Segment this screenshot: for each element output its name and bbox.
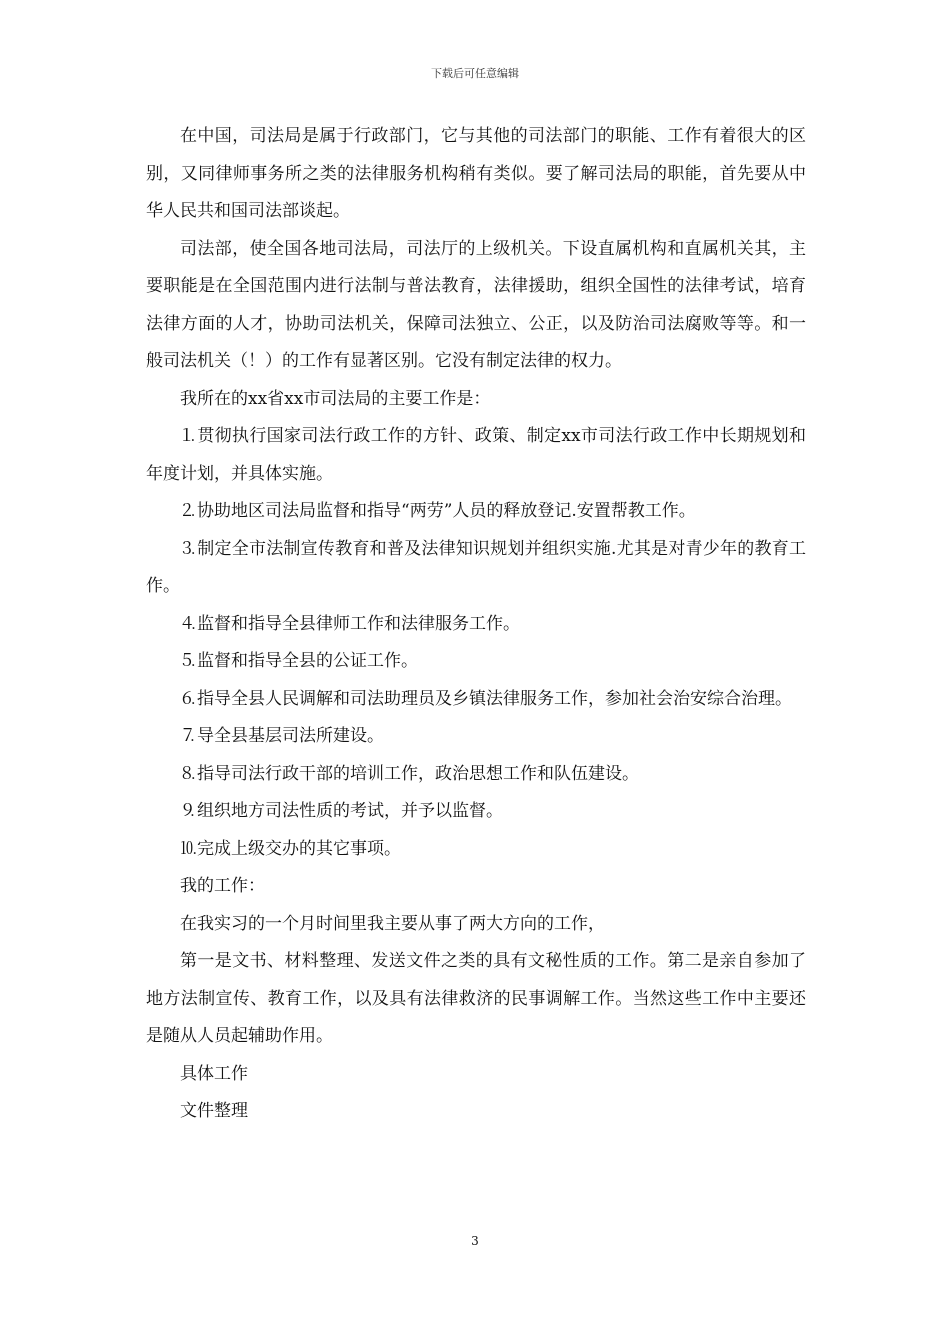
paragraph-internship: 在我实习的一个月时间里我主要从事了两大方向的工作， bbox=[180, 913, 605, 934]
list-item: ⒎导全县基层司法所建设。 bbox=[180, 726, 384, 746]
section-heading-my-work: 我的工作： bbox=[180, 876, 265, 896]
section-heading-file-organizing: 文件整理 bbox=[180, 1101, 248, 1121]
list-item: ⒊制定全市法制宣传教育和普及法律知识规划并组织实施.尤其是对青少年的教育工作。 bbox=[146, 538, 806, 596]
list-item: ⒌监督和指导全县的公证工作。 bbox=[180, 651, 418, 671]
list-item: ⒉协助地区司法局监督和指导“两劳”人员的释放登记.安置帮教工作。 bbox=[180, 501, 696, 521]
page-number: 3 bbox=[471, 1234, 479, 1248]
list-item: ⒈贯彻执行国家司法行政工作的方针、政策、制定xx市司法行政工作中长期规划和年度计划，并具体实施。 bbox=[146, 426, 806, 484]
list-item: ⒋监督和指导全县律师工作和法律服务工作。 bbox=[180, 613, 520, 634]
page-header: 下载后可任意编辑 bbox=[431, 67, 519, 80]
document-body bbox=[146, 118, 806, 1131]
paragraph-ministry: 司法部，使全国各地司法局，司法厅的上级机关。下设直属机构和直属机关其，主要职能是在全国范围内进行法制与普法教育，法律援助，组织全国性的法律考试，培育法律方面的人才，协助司法机关，保障司法独立、公正，以及防治司法腐败等等。和一般司法机关（！）的工作有显著区别。它没有制定法律的权力。 bbox=[146, 238, 806, 371]
paragraph-bureau-intro: 我所在的xx省xx市司法局的主要工作是： bbox=[180, 388, 491, 409]
list-item: ⒐组织地方司法性质的考试，并予以监督。 bbox=[180, 801, 503, 821]
list-item: ⒏指导司法行政干部的培训工作，政治思想工作和队伍建设。 bbox=[180, 763, 639, 784]
list-item: ⒑完成上级交办的其它事项。 bbox=[180, 838, 401, 859]
paragraph-intro: 在中国，司法局是属于行政部门，它与其他的司法部门的职能、工作有着很大的区别，又同律师事务所之类的法律服务机构稍有类似。要了解司法局的职能，首先要从中华人民共和国司法部谈起。 bbox=[146, 126, 806, 221]
paragraph-work-directions: 第一是文书、材料整理、发送文件之类的具有文秘性质的工作。第二是亲自参加了地方法制宣传、教育工作，以及具有法律救济的民事调解工作。当然这些工作中主要还是随从人员起辅助作用。 bbox=[146, 951, 806, 1046]
list-item: ⒍指导全县人民调解和司法助理员及乡镇法律服务工作，参加社会治安综合治理。 bbox=[180, 688, 792, 709]
section-heading-specific-work: 具体工作 bbox=[180, 1063, 248, 1084]
